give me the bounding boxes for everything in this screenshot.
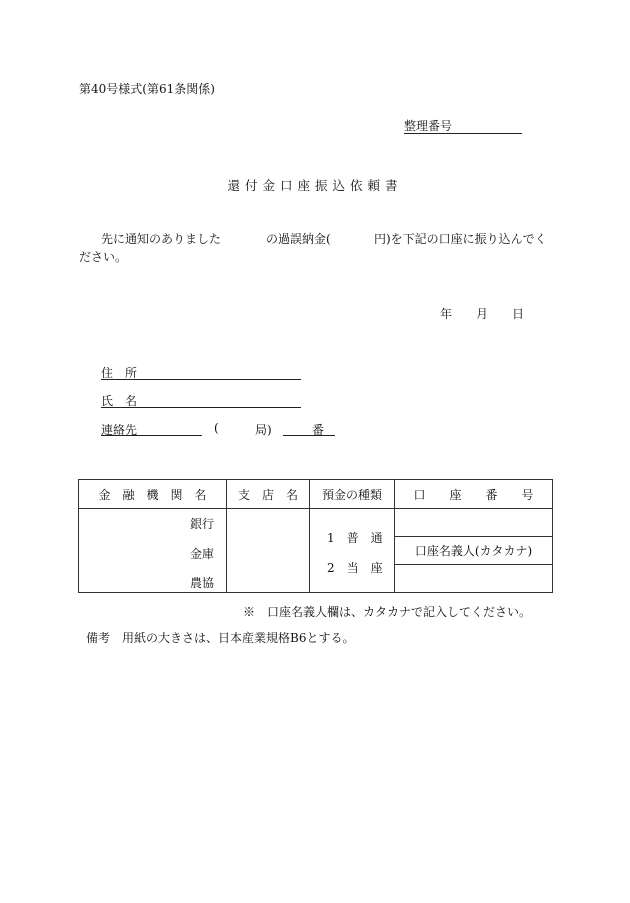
header-deposit-type: 預金の種類 xyxy=(310,480,395,509)
reference-number-field[interactable] xyxy=(404,117,522,134)
table-header-row xyxy=(79,480,553,509)
address-label: 住 所 xyxy=(101,366,138,380)
request-text-part1: 先に通知のありました xyxy=(101,232,222,246)
deposit-type-ordinary: 1 普 通 xyxy=(327,531,383,545)
deposit-type-cell[interactable] xyxy=(310,509,395,593)
contact-ban-label: 番 xyxy=(312,423,325,437)
request-text-line2: ださい。 xyxy=(79,250,128,264)
account-holder-label: 口座名義人(カタカナ) xyxy=(395,537,553,565)
request-text-part2: の過誤納金( xyxy=(266,232,331,246)
name-label: 氏 名 xyxy=(101,394,138,408)
contact-field[interactable] xyxy=(101,421,335,436)
institution-type-nokyo: 農協 xyxy=(189,576,214,590)
contact-kyoku-label: 局) xyxy=(255,423,272,437)
header-account-number: 口 座 番 号 xyxy=(395,480,553,509)
name-field[interactable] xyxy=(101,392,301,408)
address-field[interactable] xyxy=(101,364,301,380)
header-institution: 金 融 機 関 名 xyxy=(79,480,227,509)
date-day-label: 日 xyxy=(512,307,525,321)
form-number-label: 第40号様式(第61条関係) xyxy=(79,82,215,96)
contact-label: 連絡先 xyxy=(101,423,138,437)
request-text-part3: 円)を下記の口座に振り込んでく xyxy=(374,232,547,246)
deposit-type-current: 2 当 座 xyxy=(327,561,383,575)
account-number-cell[interactable] xyxy=(395,509,553,537)
branch-name-cell[interactable] xyxy=(227,509,310,593)
remarks-note: 備考 用紙の大きさは、日本産業規格B6とする。 xyxy=(86,631,355,645)
bank-account-table xyxy=(78,479,553,593)
date-month-label: 月 xyxy=(476,307,489,321)
institution-type-bank: 銀行 xyxy=(189,517,214,531)
reference-number-label: 整理番号 xyxy=(404,119,453,133)
institution-name-cell[interactable] xyxy=(79,509,227,593)
date-year-label: 年 xyxy=(440,307,453,321)
katakana-note: ※ 口座名義人欄は、カタカナで記入してください。 xyxy=(243,605,532,619)
account-holder-cell[interactable] xyxy=(395,565,553,593)
contact-paren-open: ( xyxy=(214,421,219,435)
document-title: 還付金口座振込依頼書 xyxy=(227,178,403,193)
institution-type-shinkin: 金庫 xyxy=(189,547,214,561)
header-branch: 支 店 名 xyxy=(227,480,310,509)
